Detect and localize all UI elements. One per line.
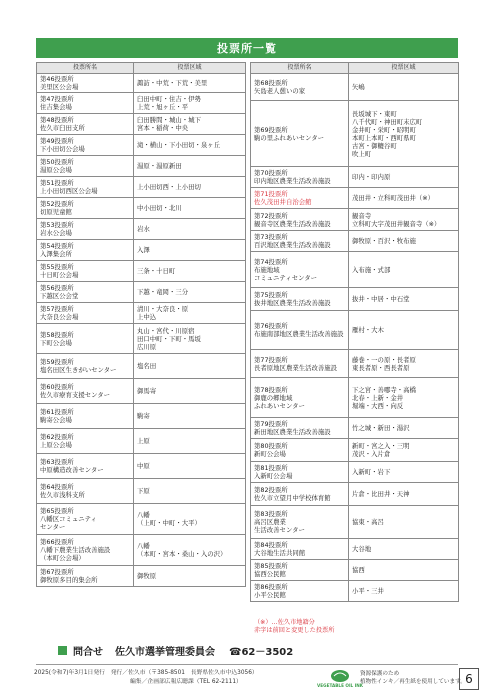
table-row	[37, 156, 246, 177]
station-area-cell: 小平・三井	[349, 581, 459, 602]
station-name-cell: 第62投票所 上原公会場	[37, 429, 134, 454]
station-area-cell: 新町・宮之入・三明 茂沢・入片倉	[349, 439, 459, 462]
station-area-cell: 駒寄	[134, 404, 246, 429]
station-area-cell: 竹之城・新田・湯沢	[349, 418, 459, 439]
table-row	[37, 240, 246, 261]
note-changed-stations: 赤字は前回と変更した投票所	[254, 627, 335, 635]
station-area-cell: 中原	[134, 454, 246, 479]
station-name-cell: 第59投票所 塩名田区生きがいセンター	[37, 354, 134, 379]
eco-line-1: 資源保護のため	[360, 671, 400, 677]
column-header-area: 投票区域	[349, 63, 459, 74]
table-row	[37, 303, 246, 324]
station-area-cell: 岩水	[134, 219, 246, 240]
polling-station-table-right	[250, 62, 459, 602]
table-row	[37, 504, 246, 535]
station-name-cell: 第55投票所 十日町公会場	[37, 261, 134, 282]
contact-label: 問合せ	[73, 646, 103, 658]
table-row	[37, 379, 246, 404]
eco-notice	[360, 670, 466, 686]
station-area-cell: 入澤	[134, 240, 246, 261]
station-name-cell: 第48投票所 佐久市臼田支所	[37, 114, 134, 135]
footer-divider	[36, 664, 458, 665]
station-area-cell: 下原	[134, 479, 246, 504]
station-name-cell: 第68投票所 矢島老人憩いの家	[251, 74, 349, 101]
table-row	[37, 198, 246, 219]
contact-organization: 佐久市選挙管理委員会	[115, 646, 215, 658]
station-area-cell: 滝・横山・下小田切・泉ヶ丘	[134, 135, 246, 156]
table-row	[37, 177, 246, 198]
station-name-cell: 第86投票所 小平公民館	[251, 581, 349, 602]
station-name-cell: 第51投票所 上小田切西区公会場	[37, 177, 134, 198]
table-row	[251, 483, 459, 506]
station-area-cell: 下之宮・善哪寺・高橋 北春・上新・金井 堀端・大西・向反	[349, 378, 459, 418]
station-area-cell: 御牧原	[134, 566, 246, 587]
station-name-cell: 第69投票所 駒の里ふれあいセンター	[251, 101, 349, 167]
station-area-cell: 八幡 （本町・宮本・桑山・入の沢）	[134, 535, 246, 566]
station-name-cell: 第78投票所 御鹿の郷地域 ふれあいセンター	[251, 378, 349, 418]
station-area-cell: 印内・印内原	[349, 167, 459, 188]
station-name-cell: 第49投票所 下小田切公会場	[37, 135, 134, 156]
station-name-cell: 第52投票所 切原児童館	[37, 198, 134, 219]
station-name-cell: 第67投票所 御牧原多目的集会所	[37, 566, 134, 587]
station-name-cell: 第50投票所 湯原公会場	[37, 156, 134, 177]
station-area-cell: 中小田切・北川	[134, 198, 246, 219]
station-name-cell: 第74投票所 布施地域 コミュニティセンター	[251, 252, 349, 288]
station-area-cell: 上原	[134, 429, 246, 454]
contact-phone: ☎62－3502	[229, 646, 294, 658]
station-name-cell: 第54投票所 入澤集会所	[37, 240, 134, 261]
station-name-cell: 第76投票所 布施南部地区農業生活改善施設	[251, 311, 349, 350]
station-name-cell: 第47投票所 住吉集会場	[37, 93, 134, 114]
polling-station-table-left	[36, 62, 246, 587]
station-name-cell: 第65投票所 八幡区コミュニティ センター	[37, 504, 134, 535]
station-area-cell: 大谷地	[349, 539, 459, 560]
table-row	[251, 209, 459, 231]
vegetable-oil-ink-logo	[317, 668, 363, 690]
station-name-cell: 第66投票所 八幡下農業生活改善施設 （本町公会場）	[37, 535, 134, 566]
table-row	[251, 506, 459, 539]
eco-line-2: 植物性インキ／再生紙を使用しています。	[360, 679, 466, 686]
table-row	[251, 439, 459, 462]
table-row	[251, 288, 459, 311]
station-area-cell: 臼田勝間・城山・城下 宮本・稲荷・中央	[134, 114, 246, 135]
station-name-cell: 第81投票所 入新町公会場	[251, 462, 349, 483]
table-row	[251, 188, 459, 209]
table-row	[37, 282, 246, 303]
table-row	[251, 167, 459, 188]
station-name-cell: 第46投票所 美里区公会場	[37, 74, 134, 93]
table-row	[251, 418, 459, 439]
station-name-cell: 第77投票所 長者原地区農業生活改善施設	[251, 350, 349, 378]
station-name-cell: 第73投票所 百沢地区農業生活改善施設	[251, 231, 349, 252]
station-area-cell: 入布施・式部	[349, 252, 459, 288]
station-name-cell: 第80投票所 新町公会場	[251, 439, 349, 462]
station-area-cell: 臼田中町・住吉・伊勢 上荒・旭ヶ丘・平	[134, 93, 246, 114]
contact-line	[36, 640, 458, 660]
footer-editor: 編集／企画部広報広聴課（TEL 62-2111）	[130, 678, 242, 685]
station-area-cell: 藤巻・一の原・長者原 東長者原・西長者原	[349, 350, 459, 378]
station-area-cell: 協東・高呂	[349, 506, 459, 539]
page-number: 6	[459, 668, 479, 690]
station-name-cell: 第60投票所 佐久市療育支援センター	[37, 379, 134, 404]
table-row	[251, 539, 459, 560]
table-row	[251, 101, 459, 167]
station-name-cell: 第82投票所 佐久市立望月中学校体育館	[251, 483, 349, 506]
table-row	[37, 429, 246, 454]
station-area-cell: 上小田切西・上小田切	[134, 177, 246, 198]
table-row	[37, 93, 246, 114]
station-area-cell: 矢嶋	[349, 74, 459, 101]
station-name-cell: 第63投票所 中原構造改善センター	[37, 454, 134, 479]
table-row	[37, 324, 246, 354]
station-area-cell: 雁村・大木	[349, 311, 459, 350]
table-row	[37, 566, 246, 587]
station-area-cell: 三条・十日町	[134, 261, 246, 282]
table-row	[37, 535, 246, 566]
column-header-area: 投票区域	[134, 63, 246, 74]
station-name-cell: 第83投票所 高呂区農業 生活改善センター	[251, 506, 349, 539]
station-area-cell: 長坂城下・東町 八千代町・神田町末広町 金井町・栄町・昭明町 本町上本町・西町県町 古宮・御轆谷町 吹上町	[349, 101, 459, 167]
station-name-cell: 第57投票所 大奈良公会場	[37, 303, 134, 324]
station-name-cell: 第85投票所 協西公民館	[251, 560, 349, 581]
station-area-cell: 下越・竜岡・三分	[134, 282, 246, 303]
table-row	[37, 135, 246, 156]
station-area-cell: 抜井・中居・中石堂	[349, 288, 459, 311]
station-area-cell: 清川・大奈良・原 上中込	[134, 303, 246, 324]
station-name-cell: 第75投票所 抜井地区農業生活改善施設	[251, 288, 349, 311]
note-jurisdiction: （※）…佐久市地籍分	[254, 619, 315, 626]
station-area-cell: 片倉・比田井・天神	[349, 483, 459, 506]
table-row	[37, 479, 246, 504]
table-note	[254, 619, 334, 636]
table-row	[37, 114, 246, 135]
logo-text: VEGETABLE OIL INK	[317, 683, 363, 688]
table-row	[37, 261, 246, 282]
station-area-cell: 湯原・湯原新田	[134, 156, 246, 177]
station-area-cell: 八幡 （上町・中町・大平）	[134, 504, 246, 535]
table-row	[251, 581, 459, 602]
table-row	[37, 354, 246, 379]
station-name-cell: 第64投票所 佐久市浅科支所	[37, 479, 134, 504]
table-row	[251, 462, 459, 483]
section-title-banner: 投票所一覧	[36, 38, 458, 58]
station-area-cell: 入新町・岩下	[349, 462, 459, 483]
footer-publisher: 2025(令和7)年3月1日発行 発行／佐久市（〒385-8501 長野県佐久市中込3056）	[34, 670, 258, 676]
publication-footer	[34, 669, 258, 686]
station-name-cell: 第53投票所 岩水公会場	[37, 219, 134, 240]
station-name-cell: 第72投票所 観音寺区農業生活改善施設	[251, 209, 349, 231]
table-row	[37, 219, 246, 240]
column-header-place: 投票所名	[251, 63, 349, 74]
table-row	[37, 404, 246, 429]
table-row	[251, 378, 459, 418]
station-name-cell: 第58投票所 下町公会場	[37, 324, 134, 354]
station-name-cell: 第71投票所 佐久茂田井自治会館	[251, 188, 349, 209]
table-row	[251, 252, 459, 288]
station-area-cell: 御牧原・百沢・牧布施	[349, 231, 459, 252]
station-name-cell: 第61投票所 駒寄公会場	[37, 404, 134, 429]
column-header-place: 投票所名	[37, 63, 134, 74]
table-row	[251, 74, 459, 101]
station-area-cell: 諏訪・中荒・下荒・美里	[134, 74, 246, 93]
station-name-cell: 第84投票所 大谷地生活共同館	[251, 539, 349, 560]
table-row	[251, 231, 459, 252]
station-area-cell: 協西	[349, 560, 459, 581]
station-area-cell: 塩名田	[134, 354, 246, 379]
station-area-cell: 観音寺 立科町大字茂田井観音寺（※）	[349, 209, 459, 231]
station-area-cell: 茂田井・立科町茂田井（※）	[349, 188, 459, 209]
station-area-cell: 御馬寄	[134, 379, 246, 404]
station-name-cell: 第70投票所 印内地区農業生活改善施設	[251, 167, 349, 188]
station-name-cell: 第79投票所 新田地区農業生活改善施設	[251, 418, 349, 439]
table-row	[37, 74, 246, 93]
table-row	[251, 560, 459, 581]
table-row	[251, 350, 459, 378]
station-name-cell: 第56投票所 下越区公会堂	[37, 282, 134, 303]
station-area-cell: 丸山・宮代・川原宿 田口中町・下町・馬坂 広川原	[134, 324, 246, 354]
square-bullet-icon	[58, 646, 67, 655]
table-row	[37, 454, 246, 479]
table-row	[251, 311, 459, 350]
